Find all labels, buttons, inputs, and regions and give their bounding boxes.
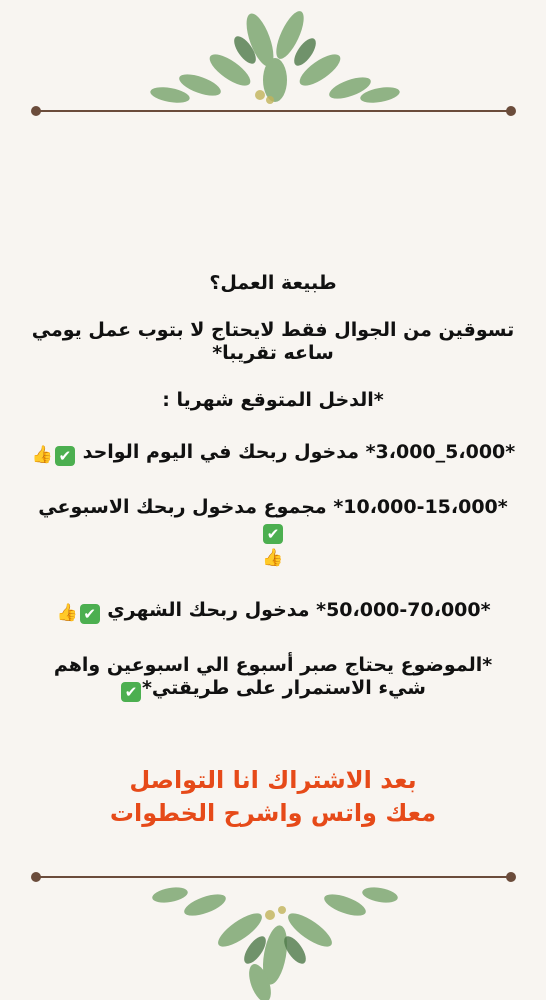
daily-income-text: *5،000_3،000* مدخول ربحك في اليوم الواحد [82, 441, 516, 463]
cta-line-1: بعد الاشتراك انا التواصل [129, 766, 417, 794]
patience-line-2 [30, 677, 516, 702]
thumbs-up-icon: 👍 [262, 548, 284, 568]
daily-income-line [30, 441, 516, 467]
monthly-income-line [30, 599, 516, 625]
income-heading: *الدخل المتوقع شهريا : [162, 389, 384, 411]
check-icon: ✔ [263, 524, 283, 544]
leaf-garland-top [110, 0, 440, 115]
weekly-income-line [30, 496, 516, 544]
leaf-garland-bottom [120, 855, 430, 1000]
check-icon: ✔ [80, 604, 100, 624]
weekly-income-emoji [30, 544, 516, 570]
divider-dot [506, 872, 516, 882]
divider-dot [31, 872, 41, 882]
content [30, 272, 516, 830]
divider-dot [506, 106, 516, 116]
patience-line-2-text: شيء الاستمرار على طريقتي* [142, 677, 426, 699]
check-icon: ✔ [55, 446, 75, 466]
description-line-2: ساعه تقريبا* [212, 342, 334, 364]
monthly-income-text: *50،000-70،000* مدخول ربحك الشهري [107, 599, 491, 621]
patience-line-1: *الموضوع يحتاج صبر أسبوع الي اسبوعين واهم [53, 654, 493, 676]
weekly-income-text: *10،000-15،000* مجموع مدخول ربحك الاسبوعي [38, 496, 508, 518]
thumbs-up-icon: 👍 [31, 445, 53, 465]
check-icon: ✔ [121, 682, 141, 702]
divider-top [35, 110, 512, 112]
description-line-1: تسوقين من الجوال فقط لايحتاج لا بتوب عمل يومي [31, 319, 515, 341]
work-nature-heading: طبيعة العمل؟ [209, 272, 337, 294]
cta-line-2: معك واتس واشرح الخطوات [109, 799, 437, 827]
divider-dot [31, 106, 41, 116]
thumbs-up-icon: 👍 [56, 603, 78, 623]
